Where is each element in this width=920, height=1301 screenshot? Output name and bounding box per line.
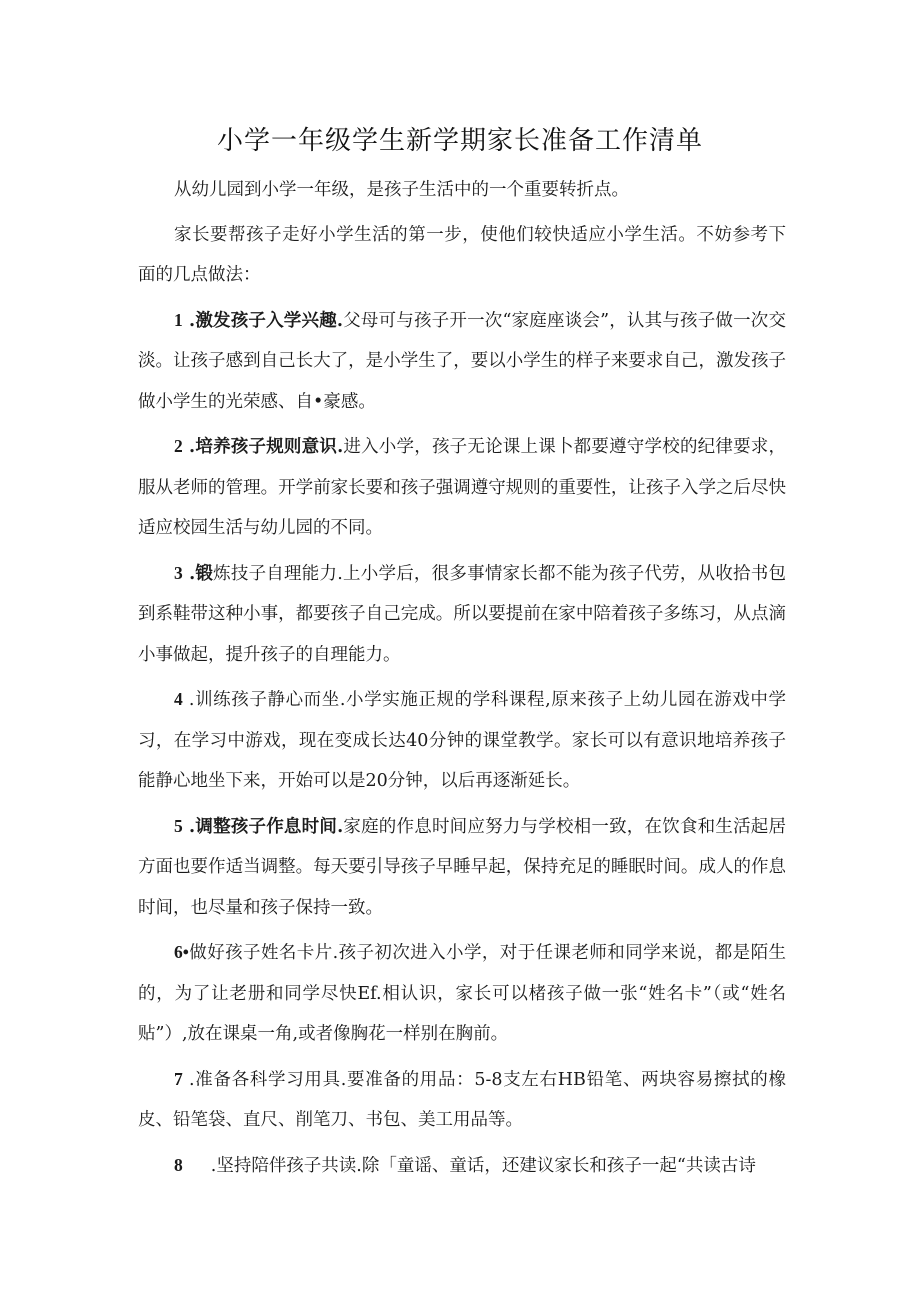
item-number: 7 [174, 1068, 183, 1089]
list-item [138, 806, 786, 929]
item-text: 进入小学，孩子无论课上课卜都要遵守学校的纪律要求，服从老师的管理。开学前家长要和孩子强调遵守规则的重要性，让孩子入学之后尽快适应校园生活与幼儿园的不同。 [138, 437, 787, 538]
list-item [138, 426, 786, 549]
document-body [138, 170, 786, 1190]
list-item [138, 1059, 786, 1141]
item-number: 1 [174, 309, 183, 330]
item-text: 炼技子自理能力.上小学后，很多事情家长都不能为孩子代劳，从收拾书包到系鞋带这种小事，都要孩子自己完成。所以要提前在家中陪着孩子多练习，从点滴小事做起，提升孩子的自理能力。 [138, 563, 786, 665]
list-item [138, 553, 786, 676]
intro-paragraph: 从幼儿园到小学一年级，是孩子生活中的一个重要转折点。 [174, 180, 629, 200]
item-heading: .调整孩子作息时间. [182, 816, 344, 837]
item-number: 4 [174, 689, 183, 709]
list-item [138, 1145, 786, 1187]
item-number: 6• [174, 942, 189, 962]
item-text: .训练孩子静心而坐.小学实施正规的学科课程,原来孩子上幼儿园在游戏中学习，在学习中游戏，现在变成长达40分钟的课堂教学。家长可以有意识地培养孩子能静心地坐下来，开始可以是20分钟，以后再逐渐延长。 [138, 690, 786, 791]
item-text: 做好孩子姓名卡片.孩子初次进入小学，对于任课老师和同学来说，都是陌生的，为了让老册和同学尽快Ef.相认识，家长可以楮孩子做一张“姓名卡”（或“姓名贴”）,放在课桌一角,或者像胸花一样别在胸前。 [138, 943, 786, 1044]
intro-paragraph: 家长要帮孩子走好小学生活的第一步，使他们较快适应小学生活。不妨参考下面的几点做法： [138, 224, 786, 285]
item-text: 父母可与孩子开一次“家庭座谈会”，认其与孩子做一次交淡。让孩子感到自己长大了，是小学生了，要以小学生的样子来要求自己，激发孩子做小学生的光荣感、自•豪感。 [138, 310, 786, 412]
list-item [138, 300, 786, 423]
item-text: .准备各科学习用具.要准备的用品：5-8支左右HB铅笔、两块容易擦拭的橡皮、铅笔袋、直尺、削笔刀、书包、美工用品等。 [138, 1069, 786, 1130]
item-text: 家庭的作息时间应努力与学校相一致，在饮食和生活起居方面也要作适当调整。每天要引导孩子早睡早起，保持充足的睡眠时间。成人的作息时间，也尽量和孩子保持一致。 [138, 816, 787, 918]
item-text: .坚持陪伴孩子共读.除「童谣、童话，还建议家长和孩子一起“共读古诗 [210, 1155, 756, 1176]
list-item [138, 932, 786, 1055]
item-heading: .培养孩子规则意识. [182, 437, 344, 457]
list-item [138, 679, 786, 802]
item-number: 3 [174, 562, 183, 583]
item-heading: .激发孩子入学兴趣. [182, 310, 343, 331]
item-number: 2 [174, 436, 183, 456]
item-number: 5 [174, 815, 183, 836]
item-number: 8 [174, 1154, 183, 1175]
item-heading: .锻 [182, 563, 214, 584]
document-title: 小学一年级学生新学期家长准备工作清单 [216, 126, 703, 156]
